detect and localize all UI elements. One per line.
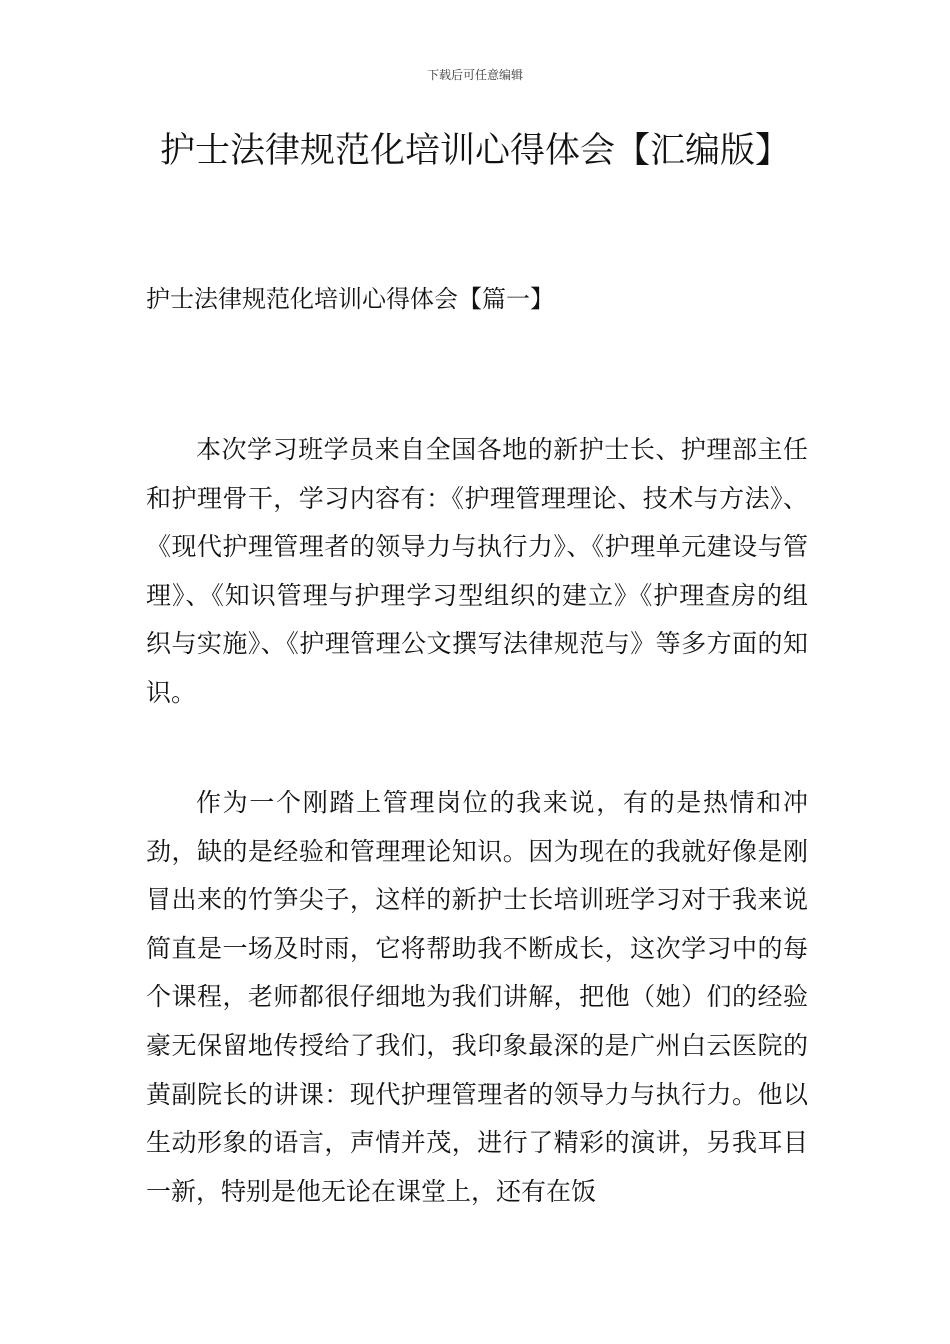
body-paragraph: 作为一个刚踏上管理岗位的我来说，有的是热情和冲劲，缺的是经验和管理理论知识。因为现在的我就好像是刚冒出来的竹笋尖子，这样的新护士长培训班学习对于我来说简直是一场及时雨，它将帮助我不断成长，这次学习中的每个课程，老师都很仔细地为我们讲解，把他（她）们的经验豪无保留地传授给了我们，我印象最深的是广州白云医院的黄副院长的讲课：现代护理管理者的领导力与执行力。他以生动形象的语言，声情并茂，进行了精彩的演讲，另我耳目一新，特别是他无论在课堂上，还有在饭 [146, 788, 808, 1206]
document-title: 护士法律规范化培训心得体会【汇编版】 [159, 131, 790, 171]
header-note: 下载后可任意编辑 [426, 68, 523, 82]
body-paragraph: 本次学习班学员来自全国各地的新护士长、护理部主任和护理骨干，学习内容有：《护理管理理论、技术与方法》、《现代护理管理者的领导力与执行力》、《护理单元建设与管理》、《知识管理与护理学习型组织的建立》《护理查房的组织与实施》、《护理管理公文撰写法律规范与》等多方面的知识。 [146, 435, 808, 707]
section-heading: 护士法律规范化培训心得体会【篇一】 [146, 285, 554, 313]
